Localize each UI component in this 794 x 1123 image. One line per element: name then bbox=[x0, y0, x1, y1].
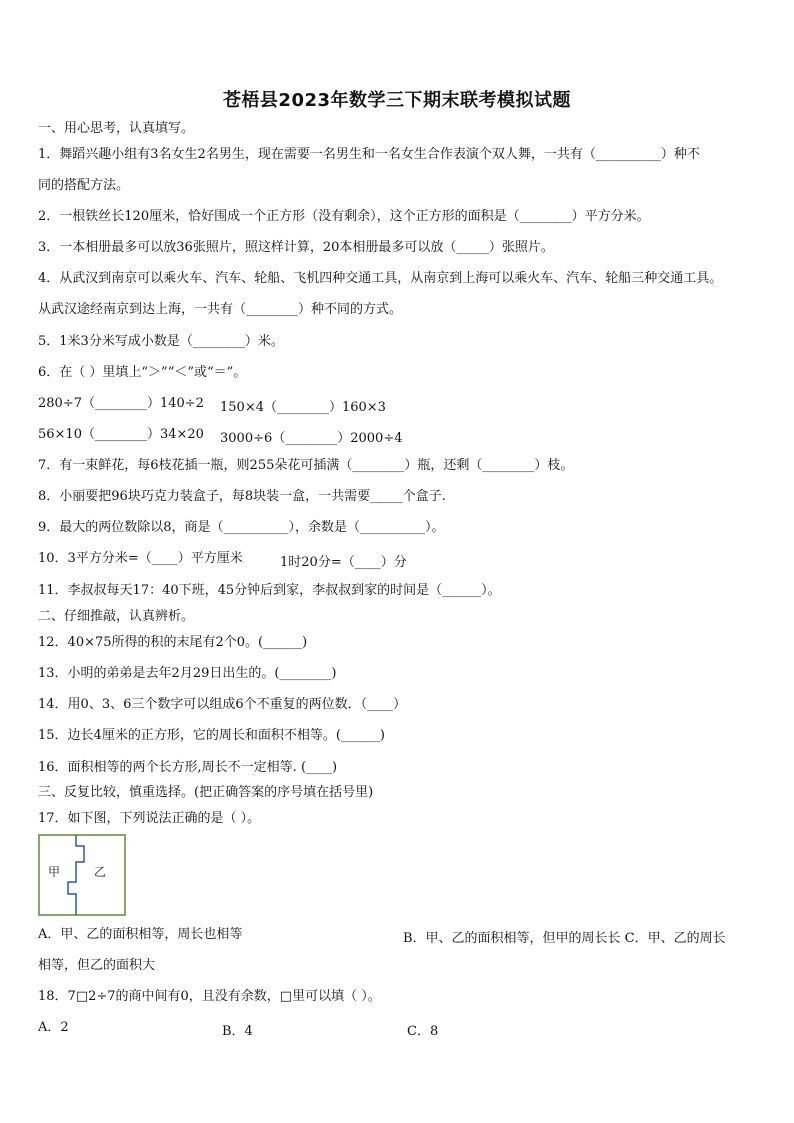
question-11: 11．李叔叔每天17：40下班，45分钟后到家，李叔叔到家的时间是（______）。 bbox=[38, 583, 501, 598]
question-16: 16．面积相等的两个长方形,周长不一定相等. (____) bbox=[38, 760, 338, 775]
figure-label-yi: 乙 bbox=[94, 865, 107, 879]
question-13: 13．小明的弟弟是去年2月29日出生的。(________) bbox=[38, 666, 337, 681]
question-5: 5．1米3分米写成小数是（________）米。 bbox=[38, 334, 284, 349]
question-10-part-2: 1时20分=（____）分 bbox=[280, 555, 407, 570]
question-4-line-2: 从武汉途经南京到达上海，一共有（________）种不同的方式。 bbox=[38, 302, 403, 317]
question-2: 2．一根铁丝长120厘米，恰好围成一个正方形（没有剩余），这个正方形的面积是（________）平方分米。 bbox=[38, 209, 650, 224]
question-3: 3．一本相册最多可以放36张照片，照这样计算，20本相册最多可以放（_____）张照片。 bbox=[38, 240, 554, 255]
question-18-option-a: A．2 bbox=[38, 1020, 69, 1035]
question-12: 12．40×75所得的积的末尾有2个0。(______) bbox=[38, 635, 308, 650]
question-1-line-2: 同的搭配方法。 bbox=[38, 178, 130, 193]
question-17-option-c-continued: 相等，但乙的面积大 bbox=[38, 958, 156, 973]
question-6: 6．在（ ）里填上“＞”“＜”或“＝”。 bbox=[38, 365, 247, 380]
question-7: 7．有一束鲜花，每6枝花插一瓶，则255朵花可插满（________）瓶，还剩（________）枝。 bbox=[38, 458, 574, 473]
question-6-item-1: 280÷7（________）140÷2 bbox=[38, 396, 204, 411]
question-18-option-c: C．8 bbox=[407, 1024, 439, 1039]
figure-label-jia: 甲 bbox=[48, 865, 61, 879]
question-18-option-b: B．4 bbox=[222, 1024, 253, 1039]
question-18: 18．7□2÷7的商中间有0，且没有余数，□里可以填（ ）。 bbox=[38, 989, 381, 1004]
question-15: 15．边长4厘米的正方形，它的周长和面积不相等。(______) bbox=[38, 728, 385, 743]
question-17-option-a: A．甲、乙的面积相等，周长也相等 bbox=[38, 927, 243, 942]
question-17: 17．如下图，下列说法正确的是（ ）。 bbox=[38, 811, 261, 826]
question-6-item-3: 56×10（________）34×20 bbox=[38, 427, 204, 442]
section-2-heading: 二、仔细推敲，认真辨析。 bbox=[38, 609, 195, 624]
question-6-item-2: 150×4（________）160×3 bbox=[220, 400, 386, 415]
question-8: 8．小丽要把96块巧克力装盒子，每8块装一盒，一共需要_____个盒子. bbox=[38, 489, 446, 504]
question-14: 14．用0、3、6三个数字可以组成6个不重复的两位数．（____） bbox=[38, 697, 407, 712]
question-17-figure bbox=[38, 834, 126, 916]
question-6-item-4: 3000÷6（________）2000÷4 bbox=[220, 431, 403, 446]
question-10-part-1: 10．3平方分米=（____）平方厘米 bbox=[38, 551, 243, 566]
page-title: 苍梧县2023年数学三下期末联考模拟试题 bbox=[222, 90, 572, 111]
section-1-heading: 一、用心思考，认真填写。 bbox=[38, 121, 195, 136]
question-17-option-b-c: B．甲、乙的面积相等，但甲的周长长 C．甲、乙的周长 bbox=[403, 931, 726, 946]
question-1-line-1: 1．舞蹈兴趣小组有3名女生2名男生，现在需要一名男生和一名女生合作表演个双人舞，一共有（__________）种不 bbox=[38, 147, 700, 162]
split-rectangle-diagram bbox=[38, 834, 126, 916]
question-4-line-1: 4．从武汉到南京可以乘火车、汽车、轮船、飞机四种交通工具，从南京到上海可以乘火车、汽车、轮船三种交通工具。 bbox=[38, 271, 723, 286]
question-9: 9．最大的两位数除以8，商是（__________），余数是（__________）。 bbox=[38, 520, 445, 535]
section-3-heading: 三、反复比较，慎重选择。(把正确答案的序号填在括号里) bbox=[38, 785, 374, 800]
figure-divider-line bbox=[68, 835, 84, 915]
